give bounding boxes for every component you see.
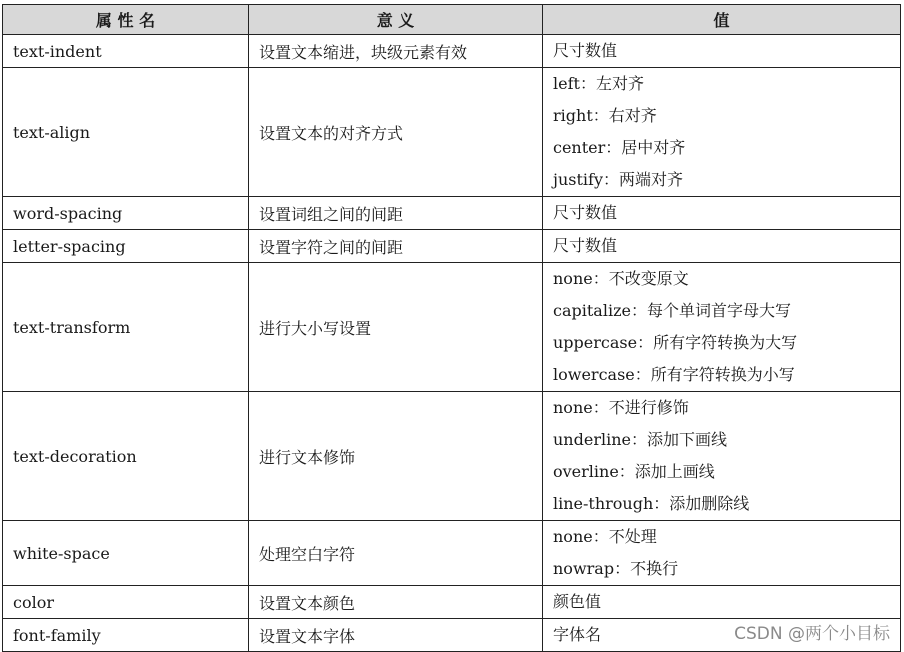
table-row bbox=[3, 68, 901, 197]
value-cell bbox=[543, 68, 901, 197]
meaning-cell: 进行文本修饰 bbox=[249, 392, 543, 521]
table-body bbox=[3, 35, 901, 652]
value-item: none：不处理 bbox=[553, 527, 657, 546]
value-cell bbox=[543, 197, 901, 230]
value-cell bbox=[543, 230, 901, 263]
table-row bbox=[3, 35, 901, 68]
property-name-cell: white-space bbox=[3, 521, 249, 586]
value-item: overline：添加上画线 bbox=[553, 462, 715, 481]
meaning-cell: 设置文本字体 bbox=[249, 619, 543, 652]
css-text-properties-table bbox=[2, 4, 901, 652]
property-name-cell: text-decoration bbox=[3, 392, 249, 521]
meaning-cell: 设置文本缩进，块级元素有效 bbox=[249, 35, 543, 68]
value-item: lowercase：所有字符转换为小写 bbox=[553, 365, 795, 384]
value-item: underline：添加下画线 bbox=[553, 430, 727, 449]
value-cell bbox=[543, 586, 901, 619]
property-name-cell: word-spacing bbox=[3, 197, 249, 230]
value-item: 尺寸数值 bbox=[553, 41, 618, 60]
value-item: 字体名 bbox=[553, 625, 602, 644]
value-item: justify：两端对齐 bbox=[553, 170, 683, 189]
property-name-cell: letter-spacing bbox=[3, 230, 249, 263]
table-row bbox=[3, 586, 901, 619]
property-name-cell: text-indent bbox=[3, 35, 249, 68]
value-item: uppercase：所有字符转换为大写 bbox=[553, 333, 798, 352]
header-meaning: 意 义 bbox=[249, 5, 543, 35]
meaning-cell: 设置词组之间的间距 bbox=[249, 197, 543, 230]
meaning-cell: 设置文本的对齐方式 bbox=[249, 68, 543, 197]
value-cell bbox=[543, 35, 901, 68]
value-item: center：居中对齐 bbox=[553, 138, 686, 157]
value-item: capitalize：每个单词首字母大写 bbox=[553, 301, 791, 320]
watermark: CSDN @两个小目标 bbox=[734, 624, 890, 644]
value-cell bbox=[543, 521, 901, 586]
table-row bbox=[3, 521, 901, 586]
value-item: 颜色值 bbox=[553, 592, 602, 611]
value-item: right：右对齐 bbox=[553, 106, 657, 125]
value-item: none：不改变原文 bbox=[553, 269, 689, 288]
meaning-cell: 设置字符之间的间距 bbox=[249, 230, 543, 263]
meaning-cell: 进行大小写设置 bbox=[249, 263, 543, 392]
table-row bbox=[3, 197, 901, 230]
value-item: none：不进行修饰 bbox=[553, 398, 689, 417]
value-cell bbox=[543, 392, 901, 521]
value-item: line-through：添加删除线 bbox=[553, 494, 750, 513]
value-item: 尺寸数值 bbox=[553, 203, 618, 222]
table-row bbox=[3, 230, 901, 263]
property-name-cell: color bbox=[3, 586, 249, 619]
header-value: 值 bbox=[543, 5, 901, 35]
header-property-name: 属 性 名 bbox=[3, 5, 249, 35]
property-name-cell: font-family bbox=[3, 619, 249, 652]
value-item: nowrap：不换行 bbox=[553, 559, 679, 578]
property-name-cell: text-transform bbox=[3, 263, 249, 392]
meaning-cell: 设置文本颜色 bbox=[249, 586, 543, 619]
table-row bbox=[3, 392, 901, 521]
value-cell bbox=[543, 263, 901, 392]
property-name-cell: text-align bbox=[3, 68, 249, 197]
table-header-row bbox=[3, 5, 901, 35]
meaning-cell: 处理空白字符 bbox=[249, 521, 543, 586]
table-row bbox=[3, 263, 901, 392]
value-item: left：左对齐 bbox=[553, 74, 644, 93]
value-item: 尺寸数值 bbox=[553, 236, 618, 255]
